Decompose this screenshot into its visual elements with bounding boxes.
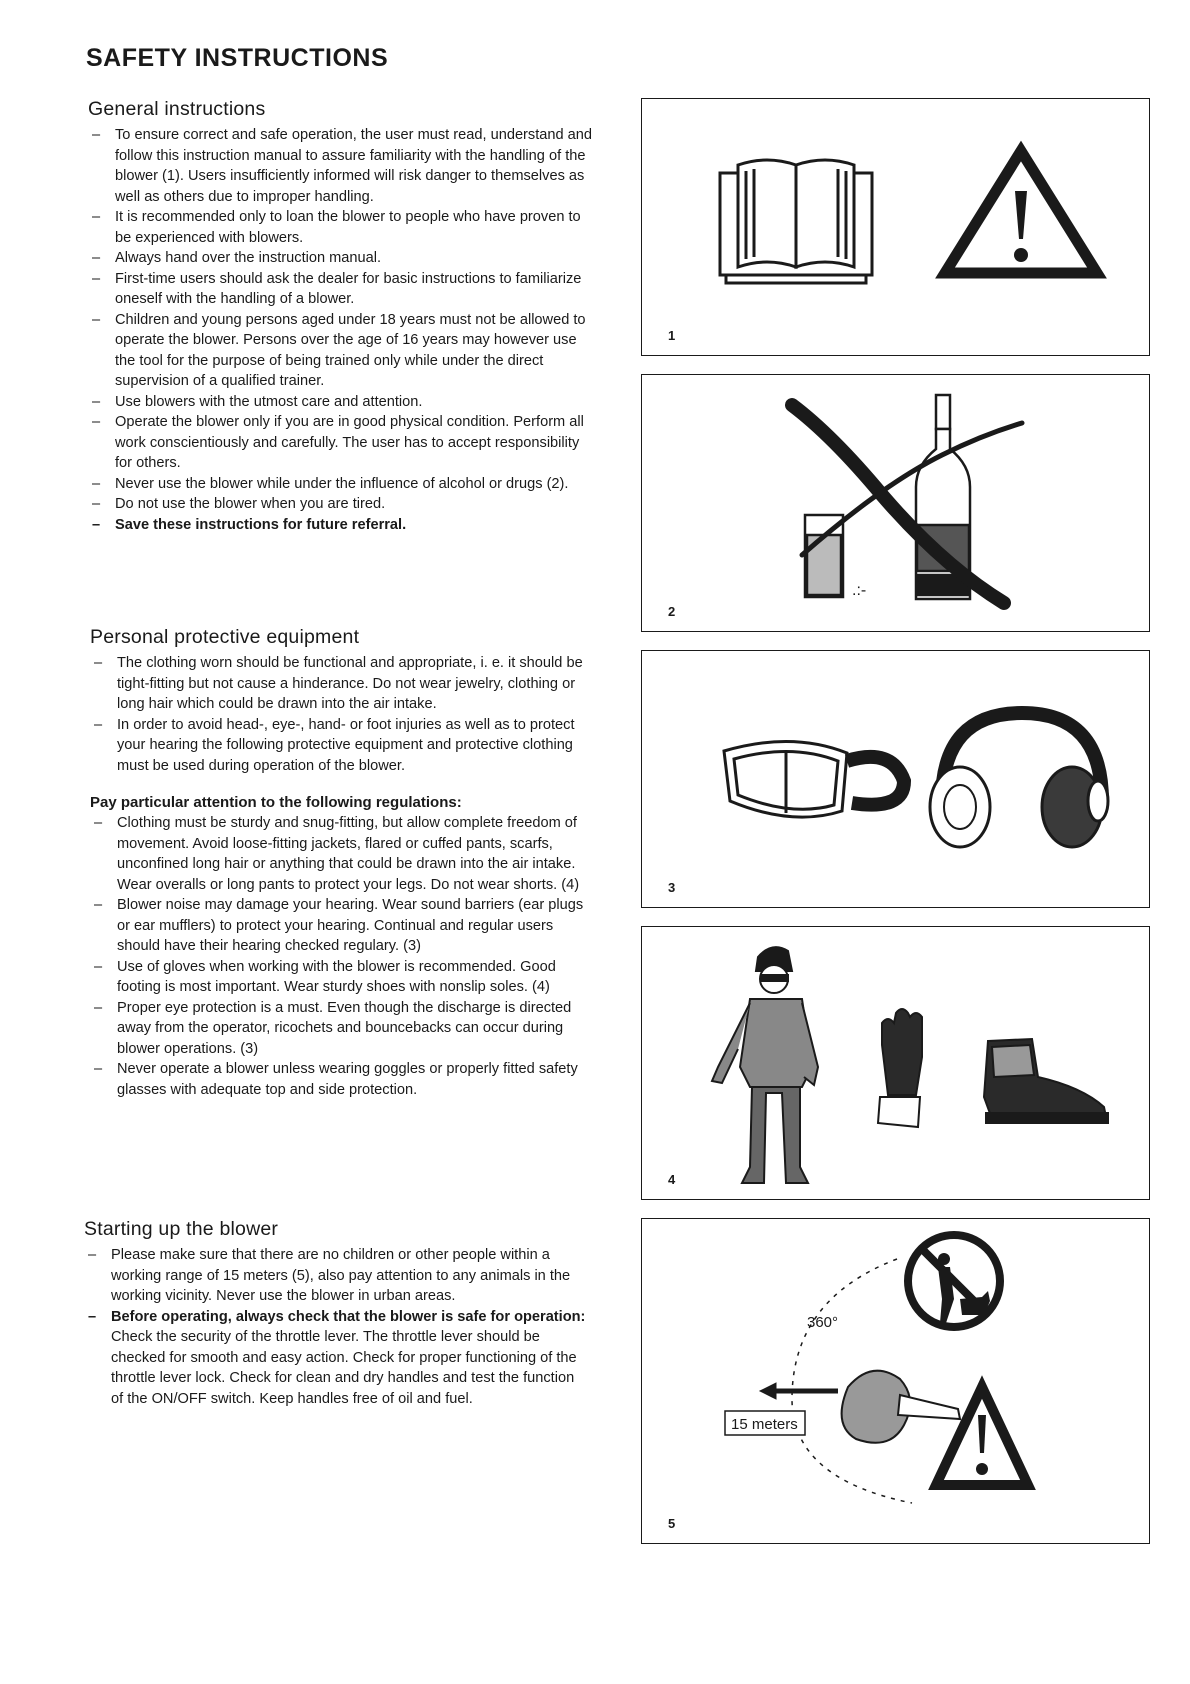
list-item-save-instructions: – Save these instructions for future referral.: [88, 515, 593, 536]
list-item: – In order to avoid head-, eye-, hand- or foot injuries as well as to protect your hearing the following protective equipment and protective clothing must be used during operation of the blower.: [90, 715, 595, 777]
general-instructions-list: [88, 125, 593, 535]
blower-icon: [842, 1371, 960, 1443]
list-item: – First-time users should ask the dealer for basic instructions to familiarize oneself with the handling of a blower.: [88, 269, 593, 310]
glove-icon: [878, 1009, 922, 1127]
list-item: – Never operate a blower unless wearing goggles or properly fitted safety glasses with adequate top and side protection.: [90, 1059, 595, 1100]
regulations-list: [90, 813, 595, 1100]
list-item: – Operate the blower only if you are in good physical condition. Perform all work conscientiously and carefully. The user has to accept responsibility for others.: [88, 412, 593, 474]
list-item: – Use of gloves when working with the blower is recommended. Good footing is most important. Wear sturdy shoes with nonslip soles. (4): [90, 957, 595, 998]
no-people-animals-icon: [908, 1235, 1000, 1327]
book-icon: [720, 160, 872, 283]
figure-number: 1: [668, 328, 676, 343]
list-item: – Clothing must be sturdy and snug-fitting, but allow complete freedom of movement. Avoid loose-fitting jackets, flared or cuffed pants, scarfs, unconfined long hair or anything that could be drawn into the air intake. Wear overalls or long pants to protect your legs. Do not wear shorts. (4): [90, 813, 595, 895]
list-item: – It is recommended only to loan the blower to people who have proven to be experienced with blowers.: [88, 207, 593, 248]
section-personal-protective-equipment: [90, 626, 595, 1100]
section-starting-up: [84, 1218, 589, 1409]
warning-triangle-icon: [936, 1387, 1028, 1485]
boot-icon: [984, 1039, 1108, 1123]
check-text: Check the security of the throttle lever. The throttle lever should be checked for smooth and easy action. Check for proper functioning of the throttle lever lock. Check for clean and dry handles and test the function of the ON/OFF switch. Keep handles free of oil and fuel.: [111, 1329, 577, 1407]
section-heading-general: General instructions: [88, 98, 266, 120]
list-item: – Proper eye protection is a must. Even though the discharge is directed away from the operator, ricochets and bouncebacks can occur during blower operations. (3): [90, 998, 595, 1060]
ear-muffs-icon: [930, 713, 1108, 847]
list-item-check: [84, 1307, 589, 1410]
ppe-list: [90, 653, 595, 776]
figure-number: 2: [668, 604, 676, 619]
figure-5: [641, 1218, 1150, 1544]
figure-3: [641, 650, 1150, 908]
list-item: – Always hand over the instruction manual.: [88, 248, 593, 269]
section-heading-startup: Starting up the blower: [84, 1218, 279, 1240]
list-item: – Blower noise may damage your hearing. Wear sound barriers (ear plugs or ear mufflers) to protect your hearing. Continual and regular users should have their hearing checked regulary. (3): [90, 895, 595, 957]
list-item: – Never use the blower while under the influence of alcohol or drugs (2).: [88, 474, 593, 495]
angle-label: 360°: [807, 1314, 839, 1331]
regulations-heading: Pay particular attention to the following regulations:: [90, 794, 462, 811]
list-item: – Please make sure that there are no children or other people within a working range of 15 meters (5), also pay attention to any animals in the working vicinity. Never use the blower in urban areas.: [84, 1245, 589, 1307]
section-general-instructions: [88, 98, 593, 535]
figure-1: [641, 98, 1150, 356]
warning-triangle-icon: [945, 151, 1097, 273]
startup-list: [84, 1245, 589, 1409]
figure-4: [641, 926, 1150, 1200]
list-item: – Children and young persons aged under 18 years must not be allowed to operate the blower. Persons over the age of 16 years may however use the tool for the purpose of being trained only while under the direct supervision of a qualified trainer.: [88, 310, 593, 392]
section-heading-ppe: Personal protective equipment: [90, 626, 360, 648]
figure-number: 5: [668, 1516, 676, 1531]
list-item: – Do not use the blower when you are tired.: [88, 494, 593, 515]
protective-clothing-icon: [712, 947, 818, 1183]
distance-label: 15 meters: [731, 1416, 798, 1433]
figure-number: 4: [668, 1172, 676, 1187]
distance-arrow: [760, 1383, 838, 1399]
list-item: – Use blowers with the utmost care and attention.: [88, 392, 593, 413]
list-item: – To ensure correct and safe operation, the user must read, understand and follow this instruction manual to assure familiarity with the handling of the blower (1). Users insufficiently informed will risk danger to themselves as well as others due to improper handling.: [88, 125, 593, 207]
goggles-icon: [724, 741, 904, 817]
list-item: – The clothing worn should be functional and appropriate, i. e. it should be tight-fitting but not cause a hinderance. Do not wear jewelry, clothing or long hair which could be drawn into the air intake.: [90, 653, 595, 715]
figure-number: 3: [668, 880, 676, 895]
figure-2: [641, 374, 1150, 632]
page-title: SAFETY INSTRUCTIONS: [86, 44, 389, 72]
check-heading: Before operating, always check that the blower is safe for operation:: [111, 1308, 586, 1325]
svg-text:.:-: .:-: [852, 582, 867, 599]
